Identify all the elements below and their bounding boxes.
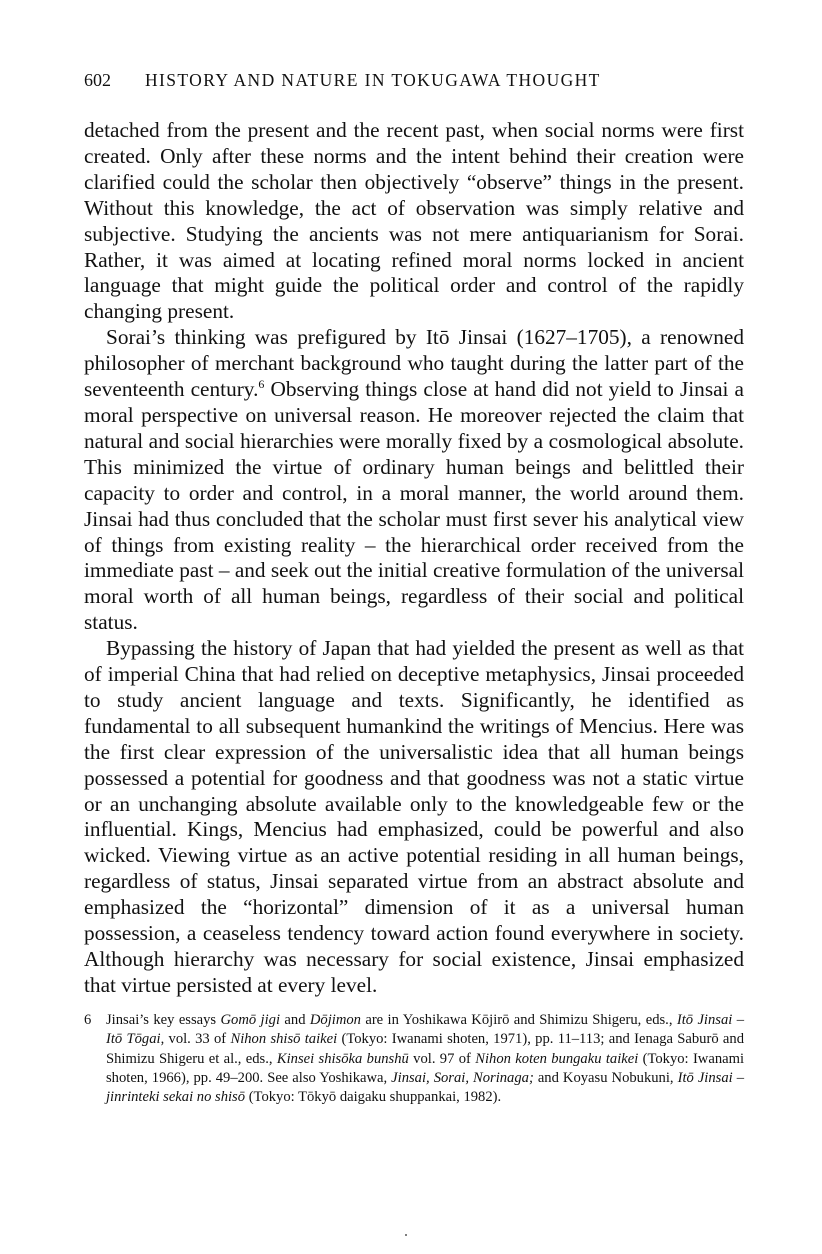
- footnote-title-italic: Itō Jinsai – Itō Tōgai: [106, 1011, 744, 1048]
- body-text: [84, 118, 744, 999]
- paragraph: detached from the present and the recent past, when social norms were first created. Only after these norms and the intent behind their creation were clarified could the scholar then objectively “observe” things in the present. Without this knowledge, the act of observation was simply relative and subjective. Studying the ancients was not mere antiquarianism for Sorai. Rather, it was aimed at locating refined moral norms locked in ancient language that might guide the political order and control of the rapidly changing present.: [84, 118, 744, 324]
- page-number: 602: [84, 70, 111, 90]
- paragraph-text: Sorai’s thinking was prefigured by Itō Jinsai (1627–1705), a renowned philosopher of merchant background who taught during the latter part of the seventeenth century.: [84, 325, 744, 402]
- footnote-number: 6: [84, 1011, 92, 1028]
- footnote-text-segment: Jinsai’s key essays: [106, 1011, 221, 1028]
- paragraph-text: Observing things close at hand did not yield to Jinsai a moral perspective on universal reason. He moreover rejected the claim that natural and social hierarchies were morally fixed by a cosmological absolute. This minimized the virtue of ordinary human beings and belittled their capacity to order and control, in a moral manner, the world around them. Jinsai had thus concluded that the scholar must first sever his analytical view of things from existing reality – the hierarchical order received from the immediate past – and seek out the initial creative formulation of the universal moral worth of all human beings, regardless of their social and political status.: [84, 377, 744, 635]
- footnote-text-segment: (Tokyo: Tōkyō daigaku shuppankai, 1982).: [245, 1089, 502, 1106]
- footnote-text-segment: (Tokyo: Iwanami shoten, 1966), pp. 49–200. See also Yoshikawa,: [106, 1050, 745, 1087]
- footnote-text-segment: (Tokyo: Iwanami shoten, 1971), pp. 11–113; and Ienaga Saburō and Shimizu Shigeru et al., eds.,: [106, 1031, 745, 1067]
- footnote-text-segment: , vol. 33 of: [160, 1031, 231, 1048]
- page-speck: [405, 1234, 407, 1236]
- footnote-text: [106, 1012, 744, 1106]
- footnote-title-italic: Jinsai, Sorai, Norinaga;: [391, 1070, 534, 1087]
- footnote-title-italic: Nihon shisō taikei: [230, 1031, 338, 1048]
- footnote-text-segment: and Koyasu Nobukuni,: [533, 1070, 678, 1087]
- footnote: [84, 1011, 744, 1108]
- footnote-text-segment: are in Yoshikawa Kōjirō and Shimizu Shigeru, eds.,: [360, 1011, 677, 1028]
- paragraph: Bypassing the history of Japan that had yielded the present as well as that of imperial China that had relied on deceptive metaphysics, Jinsai proceeded to study ancient language and texts. Significantly, he identified as fundamental to all subsequent humankind the writings of Mencius. Here was the first clear expression of the universalistic idea that all human beings possessed a potential for goodness and that goodness was not a static virtue or an unchanging absolute available only to the knowledgeable few or the influential. Kings, Mencius had emphasized, could be powerful and also wicked. Viewing virtue as an active potential residing in all human beings, regardless of status, Jinsai separated virtue from an abstract absolute and emphasized the “horizontal” dimension of it as a universal human possession, a ceaseless tendency toward action found everywhere in society. Although hierarchy was necessary for social existence, Jinsai emphasized that virtue persisted at every level.: [84, 636, 744, 997]
- footnote-title-italic: Dōjimon: [309, 1011, 361, 1028]
- footnote-text-segment: and: [280, 1011, 310, 1028]
- footnote-title-italic: Gomō jigi: [220, 1011, 281, 1028]
- running-head: [84, 70, 744, 96]
- footnote-title-italic: Nihon koten bungaku taikei: [475, 1050, 639, 1067]
- running-title: HISTORY AND NATURE IN TOKUGAWA THOUGHT: [145, 70, 601, 90]
- book-page: [84, 70, 744, 1108]
- paragraph: [84, 325, 744, 636]
- footnote-reference[interactable]: 6: [258, 377, 265, 392]
- footnote-title-italic: Kinsei shisōka bunshū: [276, 1050, 409, 1067]
- footnote-title-italic: Itō Jinsai – jinrinteki sekai no shisō: [106, 1070, 745, 1106]
- footnote-text-segment: vol. 97 of: [408, 1050, 476, 1067]
